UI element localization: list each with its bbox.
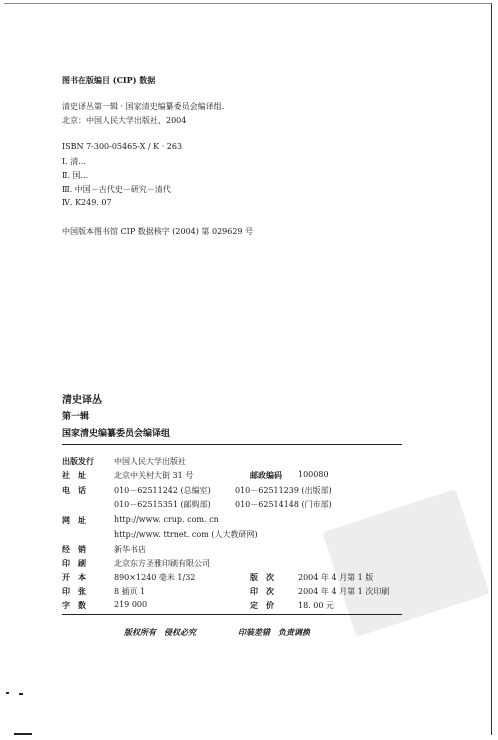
sheets-value: 8 插页 1 bbox=[114, 587, 146, 596]
format-value: 890×1240 毫米 1/32 bbox=[114, 573, 196, 582]
postcode-value: 100080 bbox=[298, 470, 329, 479]
price-label: 定 价 bbox=[250, 600, 274, 610]
phone-label: 电 话 bbox=[62, 485, 86, 495]
price-value: 18. 00 元 bbox=[298, 601, 334, 610]
phone-4: 010－62514148 (门市部) bbox=[235, 500, 332, 509]
address-value: 北京中关村大街 31 号 bbox=[114, 471, 194, 480]
printer-label: 印 刷 bbox=[62, 558, 86, 568]
cip-heading: 图书在版编目 (CIP) 数据 bbox=[62, 75, 156, 85]
book-editor: 国家清史编纂委员会编译组 bbox=[62, 429, 171, 439]
phone-1: 010－62511242 (总编室) bbox=[114, 486, 211, 495]
cip-subject-2: Ⅱ. 国... bbox=[62, 171, 89, 180]
book-volume: 第一辑 bbox=[62, 412, 90, 422]
cip-subject-1: Ⅰ. 清... bbox=[62, 157, 86, 166]
cip-subject-4: Ⅳ. K249. 07 bbox=[62, 198, 112, 207]
cip-line-2: 北京：中国人民大学出版社，2004 bbox=[62, 116, 187, 125]
publisher-value: 中国人民大学出版社 bbox=[114, 457, 186, 466]
word-count-label: 字 数 bbox=[62, 600, 86, 610]
website-label: 网 址 bbox=[62, 515, 86, 525]
publisher-label: 出版发行 bbox=[62, 456, 94, 466]
page-frame bbox=[4, 3, 492, 735]
word-count-value: 219 000 bbox=[114, 600, 148, 609]
impression-label: 印 次 bbox=[250, 586, 274, 596]
cip-line-1: 清史译丛第一辑 · 国家清史编纂委员会编译组. bbox=[62, 102, 225, 111]
top-rule bbox=[62, 444, 402, 445]
edition-value: 2004 年 4 月第 1 版 bbox=[298, 573, 374, 582]
edition-label: 版 次 bbox=[250, 572, 274, 582]
scan-speck bbox=[19, 693, 23, 695]
bottom-rule bbox=[62, 614, 402, 615]
rights-notice: 版权所有 侵权必究 bbox=[124, 627, 196, 637]
scan-speck bbox=[6, 692, 9, 694]
cip-isbn: ISBN 7-300-05465-X / K · 263 bbox=[62, 142, 183, 151]
sheets-label: 印 张 bbox=[62, 586, 86, 596]
impression-value: 2004 年 4 月第 1 次印刷 bbox=[298, 587, 390, 596]
phone-2: 010－62511239 (出版部) bbox=[235, 486, 332, 495]
website-1: http://www. crup. com. cn bbox=[114, 515, 219, 524]
distributor-value: 新华书店 bbox=[114, 545, 146, 554]
postcode-label: 邮政编码 bbox=[250, 470, 282, 480]
format-label: 开 本 bbox=[62, 572, 86, 582]
website-2: http://www. ttrnet. com (人大教研网) bbox=[114, 530, 258, 539]
cip-record-number: 中国版本图书馆 CIP 数据核字 (2004) 第 029629 号 bbox=[62, 227, 254, 236]
cip-subject-3: Ⅲ. 中国－古代史－研究－清代 bbox=[62, 185, 171, 194]
scan-speck bbox=[14, 733, 32, 735]
distributor-label: 经 销 bbox=[62, 544, 86, 554]
print-error-notice: 印装差错 负责调换 bbox=[238, 627, 310, 637]
printer-value: 北京东方圣雅印刷有限公司 bbox=[114, 559, 210, 568]
address-label: 社 址 bbox=[62, 470, 86, 480]
phone-3: 010－62515351 (邮购部) bbox=[114, 500, 211, 509]
book-title: 清史译丛 bbox=[62, 395, 102, 406]
